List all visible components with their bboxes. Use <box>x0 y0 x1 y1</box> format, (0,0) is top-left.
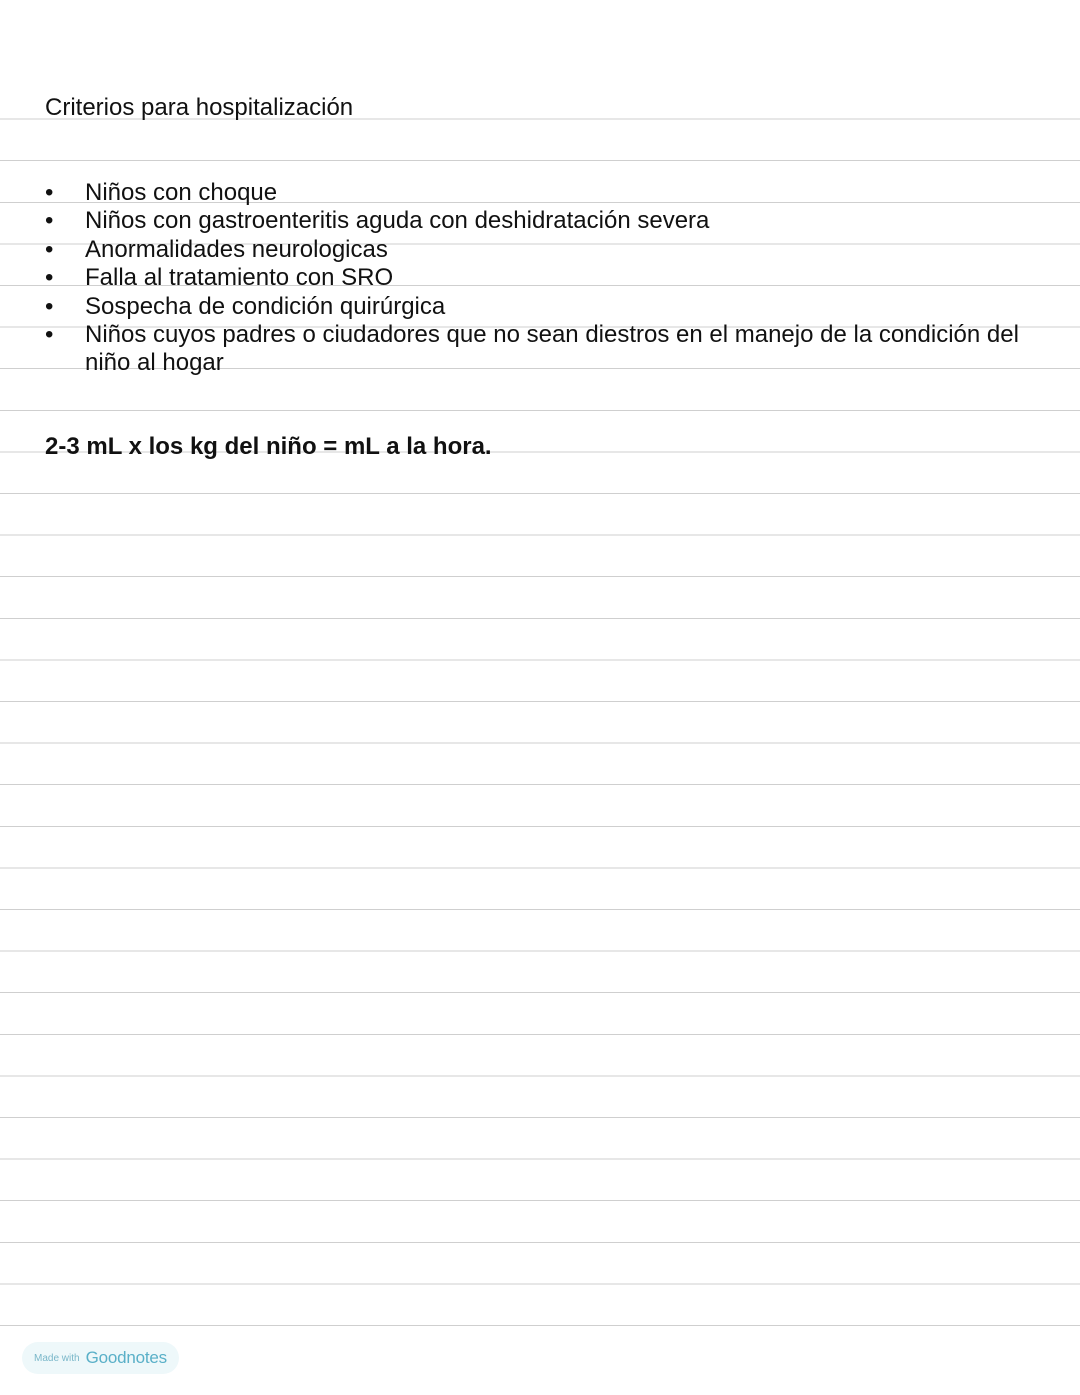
goodnotes-logo: Goodnotes <box>85 1348 167 1367</box>
bullet-icon: • <box>45 235 54 263</box>
list-item-text: Niños con choque <box>85 179 278 206</box>
list-item <box>45 236 1025 264</box>
bullet-icon: • <box>45 207 54 235</box>
dosage-formula: 2-3 mL x los kg del niño = mL a la hora. <box>45 433 492 460</box>
list-item-text: Falla al tratamiento con SRO <box>85 264 394 292</box>
bullet-icon: • <box>45 264 54 292</box>
page-heading: Criterios para hospitalización <box>45 94 354 121</box>
made-with-goodnotes-badge[interactable] <box>22 1342 179 1374</box>
bullet-icon: • <box>45 292 54 320</box>
list-item <box>45 179 1025 207</box>
list-item-text: Niños con gastroenteritis aguda con deshidratación severa <box>85 207 710 235</box>
bullet-icon: • <box>45 179 54 206</box>
list-item <box>45 207 1025 235</box>
criteria-list <box>45 179 1025 378</box>
list-item-text: Niños cuyos padres o ciudadores que no sean diestros en el manejo de la condición del niño al hogar <box>85 321 1019 377</box>
list-item <box>45 321 1025 378</box>
list-item <box>45 293 1025 321</box>
badge-prefix: Made with <box>34 1352 80 1364</box>
list-item <box>45 264 1025 292</box>
list-item-text: Anormalidades neurologicas <box>85 235 388 263</box>
list-item-text: Sospecha de condición quirúrgica <box>85 292 446 320</box>
bullet-icon: • <box>45 321 54 349</box>
